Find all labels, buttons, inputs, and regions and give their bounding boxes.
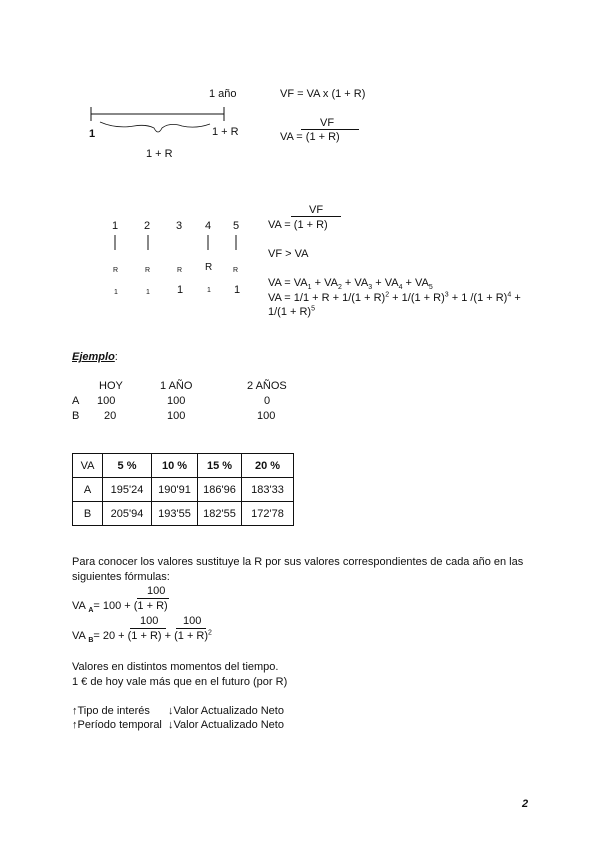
example-row-label: A <box>72 395 80 407</box>
example-title: Ejemplo: <box>72 351 118 363</box>
va-table-cell: 186'96 <box>198 478 242 502</box>
va-b-numerator-2: 100 <box>183 615 202 627</box>
va-table-cell: A <box>73 478 103 502</box>
va-b-fraction-line-1 <box>130 628 166 629</box>
va-table-cell: B <box>73 502 103 526</box>
formula-va-numerator: VF <box>320 117 335 129</box>
formula2-fraction-line <box>291 216 341 217</box>
formula2-va: VA = (1 + R) <box>268 219 328 231</box>
formula2-va-sum-prefix: VA = VA <box>268 277 308 289</box>
example-cell: 20 <box>104 410 117 422</box>
relation-right: ↓Valor Actualizado Neto <box>168 705 284 717</box>
formula2-va-sub: 1 <box>307 284 312 292</box>
period-number: 5 <box>233 220 240 232</box>
formula2-va-expanded-line2: $1/(1 + R)^5$ <box>268 305 316 318</box>
formula2-va-sub: 5 <box>428 284 433 292</box>
va-table-header: 20 % <box>242 454 294 478</box>
example-header: 2 AÑOS <box>247 380 287 392</box>
va-table-header-row <box>73 454 294 478</box>
page-number: 2 <box>522 798 529 810</box>
va-table-header: VA <box>73 454 103 478</box>
timeline-start-label: 1 <box>89 128 96 140</box>
example-cell: 100 <box>167 410 186 422</box>
example-row-label: B <box>72 410 80 422</box>
example-cell: 100 <box>257 410 276 422</box>
example-header: HOY <box>99 380 123 392</box>
notes-line1: Valores en distintos momentos del tiempo. <box>72 661 279 673</box>
period-number: 2 <box>144 220 151 232</box>
va-table-cell: 195'24 <box>103 478 152 502</box>
formula-va-fraction-line <box>301 129 359 130</box>
va-table-cell: 190'91 <box>152 478 198 502</box>
va-b-numerator-1: 100 <box>140 615 159 627</box>
va-a-numerator: 100 <box>147 585 166 597</box>
period-number: 1 <box>112 220 119 232</box>
va-table <box>72 453 294 526</box>
period-number: 4 <box>205 220 212 232</box>
period-one: 1 <box>234 284 241 296</box>
example-cell: 100 <box>97 395 116 407</box>
formula-vf: VF = VA x (1 + R) <box>280 88 366 100</box>
formula2-va-sub: 2 <box>337 284 342 292</box>
timeline-year-label: 1 año <box>209 88 237 100</box>
example-cell: 0 <box>264 395 271 407</box>
period-one: 1 <box>177 284 184 296</box>
notes-line2: 1 € de hoy vale más que en el futuro (por R) <box>72 676 288 688</box>
table-row <box>73 478 294 502</box>
timeline-mid-label: 1 + R <box>146 148 173 160</box>
va-table-cell: 183'33 <box>242 478 294 502</box>
period-r-label: R <box>233 267 239 274</box>
relation-left: ↑Período temporal <box>72 719 162 731</box>
period-one: 1 <box>207 287 211 294</box>
va-table-header: 10 % <box>152 454 198 478</box>
timeline-end-label: 1 + R <box>212 126 239 138</box>
timeline-diagram <box>86 102 226 142</box>
relation-left: ↑Tipo de interés <box>72 705 150 717</box>
period-one: 1 <box>146 289 150 296</box>
example-header: 1 AÑO <box>160 380 193 392</box>
formula2-va-numerator: VF <box>309 204 324 216</box>
va-b-fraction-line-2 <box>176 628 206 629</box>
formula2-va-sub: 4 <box>398 284 403 292</box>
formula2-vf-gt-va: VF > VA <box>268 248 309 260</box>
va-table-header: 15 % <box>198 454 242 478</box>
va-table-cell: 205'94 <box>103 502 152 526</box>
va-b-formula: VA $_B= 20 + (1 + R) + (1 + R)^2$ <box>72 629 212 645</box>
period-r-label: R <box>205 262 213 273</box>
formula2-va-expanded-line1: VA = $1/1 + R + 1/(1 + R)^2 + 1/(1 + R)^3 + 1$ $/(1 + R)^4$ + <box>268 291 521 304</box>
period-r-label: R <box>145 267 151 274</box>
formula-va: VA = (1 + R) <box>280 131 340 143</box>
example-title-text: Ejemplo <box>72 351 115 363</box>
formula2-va-sub: 3 <box>368 284 373 292</box>
va-a-formula: VA $_A$= 100 + (1 + R) <box>72 600 168 615</box>
period-r-label: R <box>113 267 119 274</box>
explanation-line2: siguientes fórmulas: <box>72 571 170 583</box>
va-a-fraction-line <box>137 598 169 599</box>
relation-right: ↓Valor Actualizado Neto <box>168 719 284 731</box>
period-one: 1 <box>114 289 118 296</box>
table-row <box>73 502 294 526</box>
va-table-header: 5 % <box>103 454 152 478</box>
period-tick-marks <box>110 234 240 252</box>
va-table-cell: 193'55 <box>152 502 198 526</box>
explanation-line1: Para conocer los valores sustituye la R por sus valores correspondientes de cada año en las <box>72 556 524 568</box>
va-table-cell: 182'55 <box>198 502 242 526</box>
period-number: 3 <box>176 220 183 232</box>
formula2-va-sum: VA = $VA_1 + VA_2 + VA_3 + VA_4 + VA_5$ <box>268 277 433 292</box>
period-r-label: R <box>177 267 183 274</box>
example-cell: 100 <box>167 395 186 407</box>
va-table-cell: 172'78 <box>242 502 294 526</box>
